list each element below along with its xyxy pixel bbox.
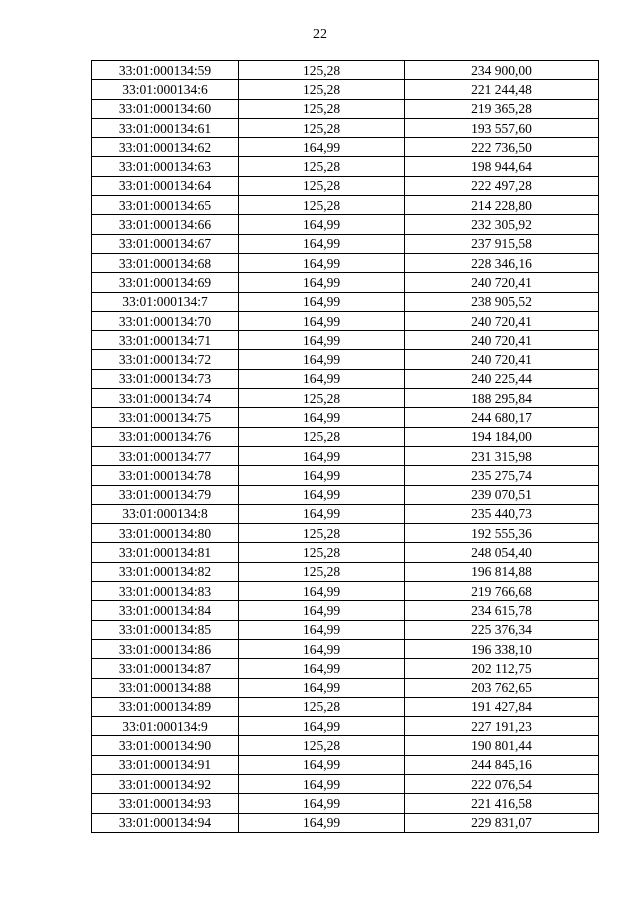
table-row [92, 813, 599, 832]
cadastral-value-cell: 202 112,75 [405, 659, 599, 678]
cadastral-number-cell: 33:01:000134:9 [92, 717, 239, 736]
area-cell: 125,28 [239, 389, 405, 408]
cadastral-number-cell: 33:01:000134:62 [92, 138, 239, 157]
cadastral-value-cell: 194 184,00 [405, 427, 599, 446]
cadastral-value-cell: 222 076,54 [405, 774, 599, 793]
table-row [92, 620, 599, 639]
cadastral-value-cell: 248 054,40 [405, 543, 599, 562]
cadastral-value-cell: 240 720,41 [405, 273, 599, 292]
cadastral-number-cell: 33:01:000134:78 [92, 466, 239, 485]
cadastral-number-cell: 33:01:000134:84 [92, 601, 239, 620]
table-row [92, 99, 599, 118]
cadastral-value-cell: 240 720,41 [405, 350, 599, 369]
cadastral-value-cell: 191 427,84 [405, 697, 599, 716]
cadastral-number-cell: 33:01:000134:63 [92, 157, 239, 176]
table-row [92, 253, 599, 272]
cadastral-value-cell: 227 191,23 [405, 717, 599, 736]
table-row [92, 659, 599, 678]
area-cell: 125,28 [239, 562, 405, 581]
cadastral-number-cell: 33:01:000134:83 [92, 582, 239, 601]
cadastral-number-cell: 33:01:000134:79 [92, 485, 239, 504]
table-row [92, 601, 599, 620]
area-cell: 164,99 [239, 485, 405, 504]
table-row [92, 562, 599, 581]
cadastral-number-cell: 33:01:000134:88 [92, 678, 239, 697]
page-number: 22 [313, 27, 327, 42]
table-row [92, 311, 599, 330]
table-row [92, 350, 599, 369]
area-cell: 164,99 [239, 311, 405, 330]
cadastral-number-cell: 33:01:000134:64 [92, 176, 239, 195]
cadastral-value-cell: 238 905,52 [405, 292, 599, 311]
area-cell: 164,99 [239, 466, 405, 485]
cadastral-value-cell: 198 944,64 [405, 157, 599, 176]
table-row [92, 369, 599, 388]
cadastral-number-cell: 33:01:000134:91 [92, 755, 239, 774]
table-row [92, 717, 599, 736]
area-cell: 164,99 [239, 755, 405, 774]
cadastral-value-cell: 237 915,58 [405, 234, 599, 253]
cadastral-value-cell: 235 440,73 [405, 504, 599, 523]
table-row [92, 273, 599, 292]
area-cell: 125,28 [239, 697, 405, 716]
cadastral-value-cell: 229 831,07 [405, 813, 599, 832]
cadastral-number-cell: 33:01:000134:69 [92, 273, 239, 292]
area-cell: 125,28 [239, 99, 405, 118]
area-cell: 164,99 [239, 678, 405, 697]
cadastral-value-cell: 219 766,68 [405, 582, 599, 601]
cadastral-value-cell: 188 295,84 [405, 389, 599, 408]
cadastral-number-cell: 33:01:000134:86 [92, 639, 239, 658]
cadastral-value-cell: 240 225,44 [405, 369, 599, 388]
area-cell: 164,99 [239, 813, 405, 832]
area-cell: 125,28 [239, 61, 405, 80]
table-row [92, 504, 599, 523]
cadastral-number-cell: 33:01:000134:80 [92, 524, 239, 543]
cadastral-number-cell: 33:01:000134:77 [92, 446, 239, 465]
area-cell: 164,99 [239, 369, 405, 388]
table-row [92, 524, 599, 543]
area-cell: 125,28 [239, 176, 405, 195]
area-cell: 164,99 [239, 717, 405, 736]
cadastral-number-cell: 33:01:000134:94 [92, 813, 239, 832]
area-cell: 164,99 [239, 504, 405, 523]
cadastral-value-cell: 231 315,98 [405, 446, 599, 465]
cadastral-number-cell: 33:01:000134:87 [92, 659, 239, 678]
cadastral-number-cell: 33:01:000134:90 [92, 736, 239, 755]
area-cell: 164,99 [239, 794, 405, 813]
area-cell: 164,99 [239, 215, 405, 234]
cadastral-number-cell: 33:01:000134:70 [92, 311, 239, 330]
cadastral-number-cell: 33:01:000134:59 [92, 61, 239, 80]
cadastral-value-cell: 244 845,16 [405, 755, 599, 774]
table-row [92, 196, 599, 215]
cadastral-number-cell: 33:01:000134:60 [92, 99, 239, 118]
table-row [92, 61, 599, 80]
table-body [92, 61, 599, 833]
table-row [92, 736, 599, 755]
cadastral-value-cell: 225 376,34 [405, 620, 599, 639]
area-cell: 164,99 [239, 639, 405, 658]
cadastral-value-cell: 232 305,92 [405, 215, 599, 234]
table-row [92, 389, 599, 408]
table-row [92, 755, 599, 774]
table-row [92, 331, 599, 350]
cadastral-number-cell: 33:01:000134:72 [92, 350, 239, 369]
area-cell: 125,28 [239, 427, 405, 446]
area-cell: 164,99 [239, 601, 405, 620]
area-cell: 125,28 [239, 118, 405, 137]
table-row [92, 582, 599, 601]
cadastral-value-cell: 221 244,48 [405, 80, 599, 99]
table-row [92, 408, 599, 427]
cadastral-number-cell: 33:01:000134:67 [92, 234, 239, 253]
cadastral-number-cell: 33:01:000134:7 [92, 292, 239, 311]
area-cell: 164,99 [239, 582, 405, 601]
area-cell: 125,28 [239, 80, 405, 99]
cadastral-value-cell: 240 720,41 [405, 331, 599, 350]
cadastral-value-cell: 214 228,80 [405, 196, 599, 215]
cadastral-number-cell: 33:01:000134:93 [92, 794, 239, 813]
cadastral-value-cell: 234 900,00 [405, 61, 599, 80]
table-row [92, 215, 599, 234]
cadastral-number-cell: 33:01:000134:82 [92, 562, 239, 581]
table-row [92, 678, 599, 697]
cadastral-value-cell: 203 762,65 [405, 678, 599, 697]
table-row [92, 466, 599, 485]
area-cell: 164,99 [239, 350, 405, 369]
area-cell: 125,28 [239, 157, 405, 176]
area-cell: 164,99 [239, 659, 405, 678]
cadastral-value-cell: 244 680,17 [405, 408, 599, 427]
cadastral-number-cell: 33:01:000134:68 [92, 253, 239, 272]
table-row [92, 80, 599, 99]
table-row [92, 485, 599, 504]
area-cell: 164,99 [239, 292, 405, 311]
area-cell: 164,99 [239, 446, 405, 465]
cadastral-number-cell: 33:01:000134:73 [92, 369, 239, 388]
cadastral-number-cell: 33:01:000134:8 [92, 504, 239, 523]
cadastral-value-cell: 196 814,88 [405, 562, 599, 581]
cadastral-value-cell: 219 365,28 [405, 99, 599, 118]
table-row [92, 234, 599, 253]
area-cell: 164,99 [239, 331, 405, 350]
cadastral-value-cell: 234 615,78 [405, 601, 599, 620]
area-cell: 164,99 [239, 253, 405, 272]
cadastral-value-cell: 221 416,58 [405, 794, 599, 813]
cadastral-value-cell: 190 801,44 [405, 736, 599, 755]
area-cell: 164,99 [239, 234, 405, 253]
cadastral-value-cell: 240 720,41 [405, 311, 599, 330]
cadastral-value-cell: 228 346,16 [405, 253, 599, 272]
area-cell: 164,99 [239, 273, 405, 292]
table-row [92, 427, 599, 446]
cadastral-number-cell: 33:01:000134:74 [92, 389, 239, 408]
table-row [92, 639, 599, 658]
table-row [92, 176, 599, 195]
cadastral-value-cell: 193 557,60 [405, 118, 599, 137]
cadastral-number-cell: 33:01:000134:81 [92, 543, 239, 562]
area-cell: 125,28 [239, 736, 405, 755]
cadastral-number-cell: 33:01:000134:66 [92, 215, 239, 234]
cadastral-value-cell: 222 497,28 [405, 176, 599, 195]
cadastral-value-cell: 222 736,50 [405, 138, 599, 157]
table-row [92, 774, 599, 793]
cadastral-value-cell: 235 275,74 [405, 466, 599, 485]
table-row [92, 794, 599, 813]
cadastral-value-table [91, 60, 599, 833]
cadastral-value-cell: 192 555,36 [405, 524, 599, 543]
area-cell: 164,99 [239, 408, 405, 427]
area-cell: 125,28 [239, 196, 405, 215]
area-cell: 125,28 [239, 524, 405, 543]
cadastral-number-cell: 33:01:000134:85 [92, 620, 239, 639]
cadastral-number-cell: 33:01:000134:65 [92, 196, 239, 215]
cadastral-number-cell: 33:01:000134:71 [92, 331, 239, 350]
cadastral-number-cell: 33:01:000134:61 [92, 118, 239, 137]
cadastral-value-cell: 239 070,51 [405, 485, 599, 504]
area-cell: 125,28 [239, 543, 405, 562]
area-cell: 164,99 [239, 620, 405, 639]
table-row [92, 118, 599, 137]
cadastral-value-cell: 196 338,10 [405, 639, 599, 658]
table-row [92, 697, 599, 716]
table-row [92, 543, 599, 562]
cadastral-number-cell: 33:01:000134:92 [92, 774, 239, 793]
area-cell: 164,99 [239, 774, 405, 793]
table-row [92, 292, 599, 311]
table-row [92, 138, 599, 157]
cadastral-number-cell: 33:01:000134:6 [92, 80, 239, 99]
table-row [92, 157, 599, 176]
area-cell: 164,99 [239, 138, 405, 157]
cadastral-number-cell: 33:01:000134:75 [92, 408, 239, 427]
table-row [92, 446, 599, 465]
cadastral-number-cell: 33:01:000134:76 [92, 427, 239, 446]
cadastral-number-cell: 33:01:000134:89 [92, 697, 239, 716]
